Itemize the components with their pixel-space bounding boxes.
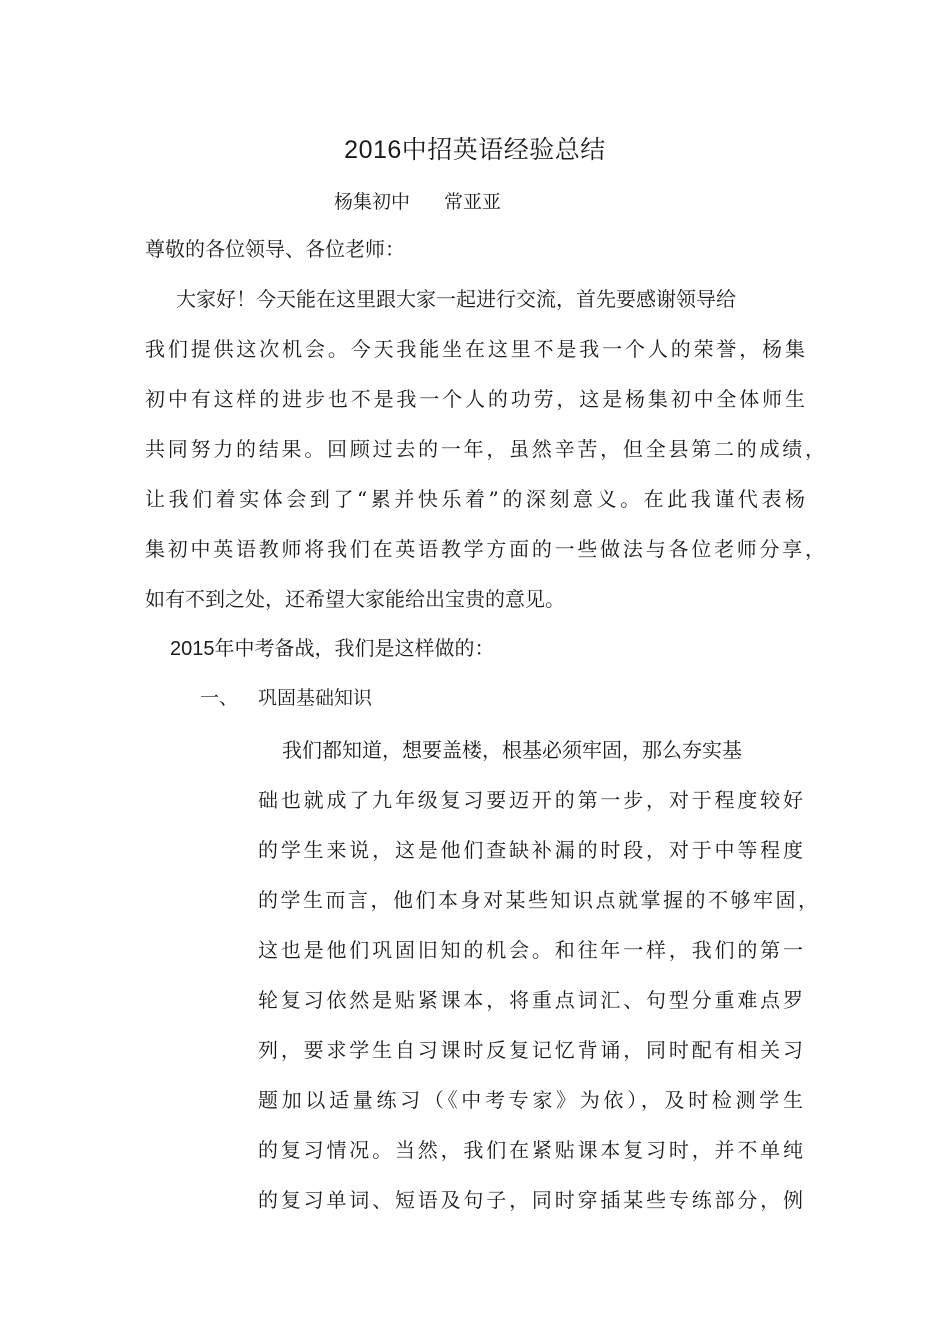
intro-line-4: 共同努力的结果。回顾过去的一年，虽然辛苦，但全县第二的成绩， xyxy=(145,437,825,461)
title-year: 2016 xyxy=(344,136,402,164)
section-1-heading: 巩固基础知识 xyxy=(258,687,373,709)
salutation: 尊敬的各位领导、各位老师： xyxy=(145,237,405,261)
intro-line-7: 如有不到之处，还希望大家能给出宝贵的意见。 xyxy=(145,587,565,611)
author-name: 常亚亚 xyxy=(444,191,502,213)
intro-line-1: 大家好！今天能在这里跟大家一起进行交流，首先要感谢领导给 xyxy=(176,287,736,311)
section-1-line-2: 础也就成了九年级复习要迈开的第一步，对于程度较好 xyxy=(258,788,803,812)
section-1-line-3: 的学生来说，这是他们查缺补漏的时段，对于中等程度 xyxy=(258,838,803,862)
author-school: 杨集初中 xyxy=(334,191,411,213)
exam-prep-line xyxy=(170,632,495,665)
exam-year: 2015 xyxy=(170,638,215,660)
section-1-line-1: 我们都知道，想要盖楼，根基必须牢固，那么夯实基 xyxy=(282,738,742,762)
section-1-line-9: 的复习情况。当然，我们在紧贴课本复习时，并不单纯 xyxy=(258,1138,803,1162)
author-line xyxy=(334,186,501,218)
section-1-line-10: 的复习单词、短语及句子，同时穿插某些专练部分，例 xyxy=(258,1188,803,1212)
title-text: 中招英语经验总结 xyxy=(401,135,606,164)
section-1-line-4: 的学生而言，他们本身对某些知识点就掌握的不够牢固， xyxy=(258,888,818,912)
intro-line-3: 初中有这样的进步也不是我一个人的功劳，这是杨集初中全体师生 xyxy=(145,387,805,411)
section-1-line-6: 轮复习依然是贴紧课本，将重点词汇、句型分重难点罗 xyxy=(258,988,803,1012)
section-1-line-5: 这也是他们巩固旧知的机会。和往年一样，我们的第一 xyxy=(258,938,803,962)
exam-text: 年中考备战，我们是这样做的： xyxy=(214,636,495,660)
intro-line-2: 我们提供这次机会。今天我能坐在这里不是我一个人的荣誉，杨集 xyxy=(145,337,805,361)
section-1-line-7: 列，要求学生自习课时反复记忆背诵，同时配有相关习 xyxy=(258,1038,803,1062)
intro-line-5: 让我们着实体会到了“累并快乐着”的深刻意义。在此我谨代表杨 xyxy=(145,487,805,511)
section-1-line-8: 题加以适量练习（《中考专家》为依），及时检测学生 xyxy=(258,1088,803,1112)
section-1-number: 一、 xyxy=(200,687,239,709)
document-title xyxy=(0,130,950,170)
intro-line-6: 集初中英语教师将我们在英语教学方面的一些做法与各位老师分享， xyxy=(145,537,825,561)
